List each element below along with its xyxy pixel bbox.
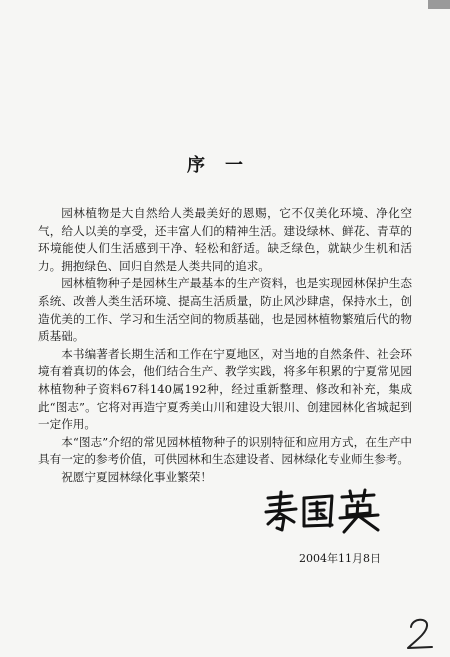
preface-body (38, 205, 412, 487)
preface-date: 2004年11月8日 (299, 552, 381, 565)
paragraph-3: 本书编著者长期生活和工作在宁夏地区，对当地的自然条件、社会环境有着真切的体会，他们结合生产、教学实践，将多年积累的宁夏常见园林植物种子资料67科140属192种，经过重新整理、修改和补充，集成此“图志”。它将对再造宁夏秀美山川和建设大银川、创建园林化省城起到一定作用。 (38, 346, 412, 432)
preface-title: 序一 (187, 155, 263, 176)
handwritten-page-number (402, 614, 442, 654)
paragraph-4: 本“图志”介绍的常见园林植物种子的识别特征和应用方式，在生产中具有一定的参考价值，可供园林和生态建设者、园林绿化专业师生参考。 (38, 434, 412, 467)
paragraph-1: 园林植物是大自然给人类最美好的恩赐，它不仅美化环境、净化空气，给人以美的享受，还丰富人们的精神生活。建设绿林、鲜花、青草的环境能使人们生活感到干净、轻松和舒适。缺乏绿色，就缺少生机和活力。拥抱绿色、回归自然是人类共同的追求。 (38, 206, 412, 273)
handwritten-signature (262, 488, 382, 534)
paragraph-2: 园林植物种子是园林生产最基本的生产资料，也是实现园林保护生态系统、改善人类生活环境、提高生活质量，防止风沙肆虐，保持水土，创造优美的工作、学习和生活空间的物质基础，也是园林植物繁殖后代的物质基础。 (38, 276, 412, 344)
paragraph-5: 祝愿宁夏园林绿化事业繁荣！ (61, 469, 212, 484)
scan-corner-mark (428, 0, 450, 9)
